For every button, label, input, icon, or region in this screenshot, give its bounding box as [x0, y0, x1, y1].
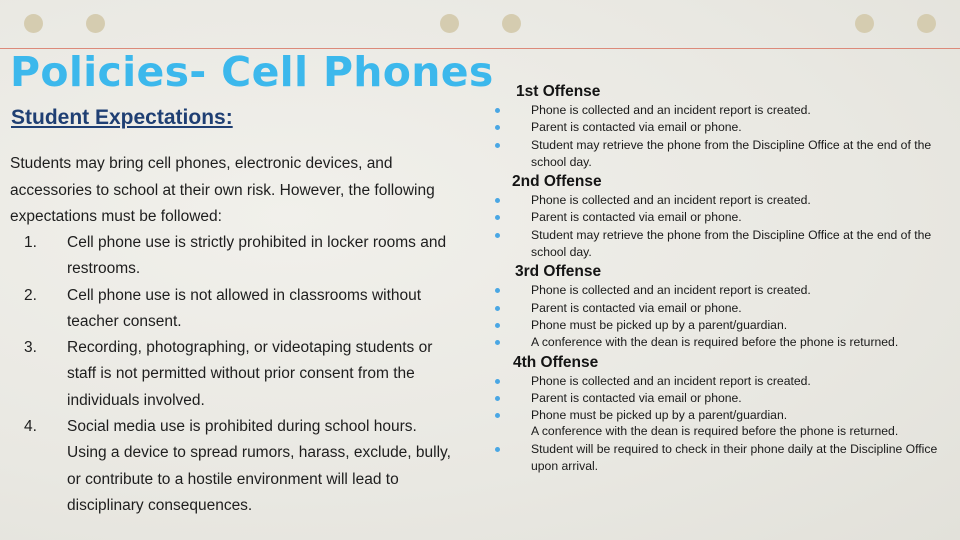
decor-dot [855, 14, 874, 33]
offense-consequence-item [490, 282, 950, 299]
offense-consequence-text: Parent is contacted via email or phone. [531, 390, 742, 405]
offense-consequence-item [490, 390, 950, 407]
expectation-item [10, 230, 460, 283]
offense-consequence-item [490, 407, 950, 424]
offense-consequence-item [490, 373, 950, 390]
offense-section [490, 353, 950, 476]
expectation-text: Cell phone use is strictly prohibited in locker rooms and restrooms. [67, 234, 447, 278]
offense-consequence-text: Phone must be picked up by a parent/guardian. [531, 408, 788, 423]
offense-consequence-text: Phone is collected and an incident report is created. [531, 193, 811, 208]
offense-consequence-text: A conference with the dean is required before the phone is returned. [531, 424, 899, 439]
offense-consequence-item [490, 227, 950, 262]
offense-consequence-item [490, 209, 950, 226]
offense-consequence-text: Parent is contacted via email or phone. [531, 210, 742, 225]
offense-consequence-text: Student will be required to check in their phone daily at the Discipline Office upon arrival. [531, 441, 938, 474]
offense-consequence-text: A conference with the dean is required before the phone is returned. [531, 335, 899, 350]
bullet-dot-icon [495, 125, 500, 130]
expectation-text: Recording, photographing, or videotaping students or staff is not permitted without prior consent from the individuals involved. [67, 339, 433, 409]
offense-section [490, 262, 950, 351]
bullet-dot-icon [495, 108, 500, 113]
section-subtitle: Student Expectations: [11, 106, 233, 129]
decor-dot [24, 14, 43, 33]
offense-consequence-item [490, 317, 950, 334]
offenses-panel [490, 82, 950, 476]
expectation-item [10, 283, 460, 336]
expectation-item [10, 414, 460, 519]
bullet-dot-icon [495, 413, 500, 418]
bullet-dot-icon [495, 396, 500, 401]
offense-heading: 2nd Offense [512, 173, 602, 191]
intro-paragraph: Students may bring cell phones, electronic devices, and accessories to school at their own risk. However, the following expectations must be followed: [10, 155, 435, 225]
expectation-number: 3. [24, 339, 37, 357]
offense-consequence-text: Student may retrieve the phone from the Discipline Office at the end of the school day. [531, 227, 932, 260]
expectation-number: 1. [24, 234, 37, 251]
offense-consequence-text: Phone must be picked up by a parent/guardian. [531, 317, 788, 332]
offense-consequence-list [490, 192, 950, 261]
bullet-dot-icon [495, 306, 500, 311]
offense-section [490, 172, 950, 261]
bullet-dot-icon [495, 215, 500, 220]
bullet-dot-icon [495, 340, 500, 345]
bullet-dot-icon [495, 379, 500, 384]
offense-consequence-text: Phone is collected and an incident report is created. [531, 103, 811, 117]
offense-consequence-list [490, 102, 950, 171]
offense-consequence-item [490, 119, 950, 136]
expectation-text: Cell phone use is not allowed in classrooms without teacher consent. [67, 286, 422, 330]
expectation-item [10, 335, 460, 414]
offense-consequence-list [490, 282, 950, 351]
bullet-dot-icon [495, 447, 500, 452]
offense-consequence-text: Phone is collected and an incident report is created. [531, 283, 811, 298]
offense-consequence-text: Parent is contacted via email or phone. [531, 120, 742, 135]
offense-consequence-text: Student may retrieve the phone from the Discipline Office at the end of the school day. [531, 137, 932, 169]
expectations-list [10, 230, 460, 519]
expectation-text: Social media use is prohibited during school hours. Using a device to spread rumors, harass, exclude, bully, or contribute to a hostile environment will lead to disciplinary consequences. [67, 418, 451, 514]
expectation-number: 4. [24, 418, 37, 436]
expectation-number: 2. [24, 286, 37, 304]
offense-heading: 4th Offense [513, 353, 599, 371]
offense-consequence-item [490, 192, 950, 209]
decor-dot [917, 14, 936, 33]
offense-section [490, 82, 950, 171]
bullet-dot-icon [495, 288, 500, 293]
offense-consequence-item [490, 300, 950, 317]
bullet-dot-icon [495, 198, 500, 203]
offense-consequence-text: Parent is contacted via email or phone. [531, 300, 742, 315]
decor-dot [502, 14, 521, 33]
offense-consequence-item [490, 423, 950, 440]
offense-consequence-text: Phone is collected and an incident report is created. [531, 373, 811, 388]
bullet-dot-icon [495, 143, 500, 148]
bullet-dot-icon [495, 323, 500, 328]
offense-heading: 1st Offense [516, 83, 601, 100]
offense-heading: 3rd Offense [515, 263, 602, 281]
offense-consequence-item [490, 441, 950, 476]
offense-consequence-item [490, 334, 950, 351]
page-title: Policies- Cell Phones [10, 48, 494, 96]
bullet-dot-icon [495, 233, 500, 238]
offense-consequence-item [490, 102, 950, 119]
decor-dot [86, 14, 105, 33]
decor-dot [440, 14, 459, 33]
offense-consequence-item [490, 137, 950, 172]
offense-consequence-list [490, 373, 950, 476]
